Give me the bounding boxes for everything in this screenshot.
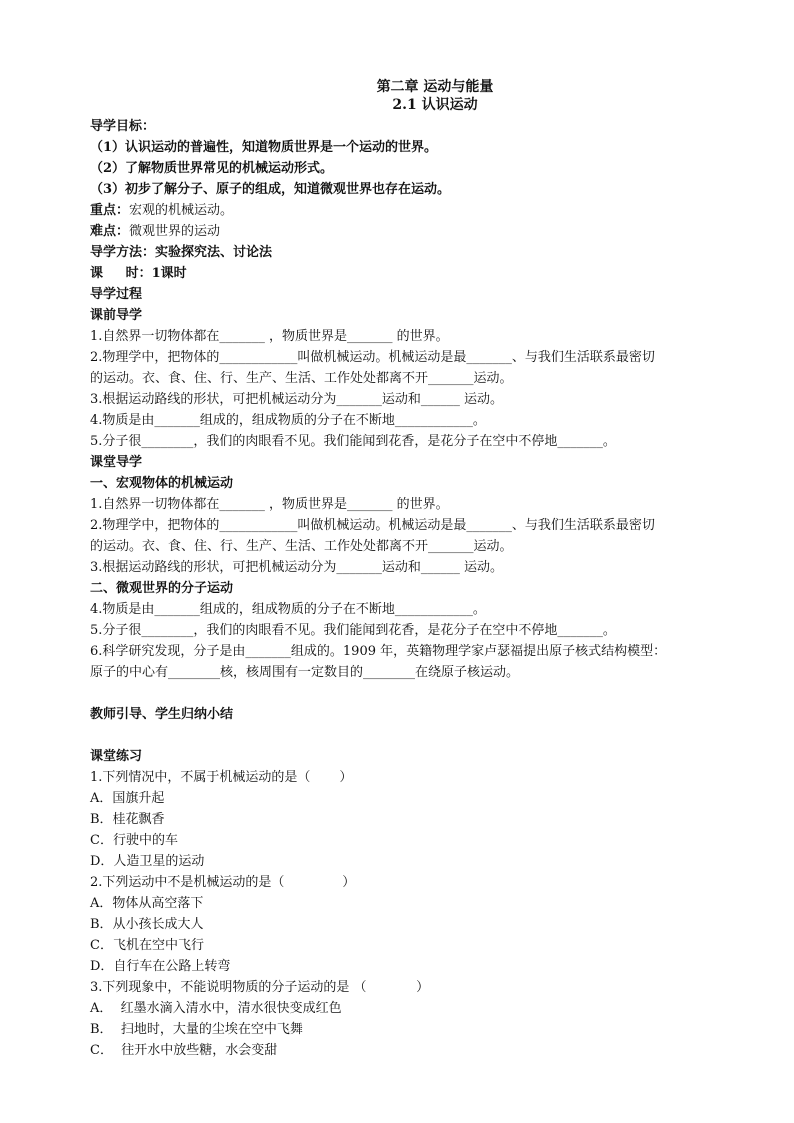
classroom-q1: 1.自然界一切物体都在_______ ，物质世界是_______ 的世界。 bbox=[90, 497, 449, 512]
goal-item-3: （3）初步了解分子、原子的组成，知道微观世界也存在运动。 bbox=[90, 182, 451, 197]
chapter-title: 第二章 运动与能量 bbox=[376, 79, 494, 95]
practice-q3-option-a: A． 红墨水滴入清水中，清水很快变成红色 bbox=[90, 1001, 342, 1016]
spacer bbox=[90, 725, 710, 746]
key-point-label: 重点： bbox=[90, 203, 130, 218]
practice-q2-option-a: A．物体从高空落下 bbox=[90, 896, 204, 911]
prelesson-q3: 3.根据运动路线的形状，可把机械运动分为_______运动和______ 运动。 bbox=[90, 392, 504, 407]
summary-title: 教师引导、学生归纳小结 bbox=[90, 707, 234, 722]
key-point-text: 宏观的机械运动。 bbox=[129, 203, 234, 218]
difficulty bbox=[90, 221, 710, 242]
goal-item-1: （1）认识运动的普遍性，知道物质世界是一个运动的世界。 bbox=[90, 140, 438, 155]
prelesson-q2-line2: 的运动。衣、食、住、行、生产、生活、工作处处都离不开_______运动。 bbox=[90, 371, 513, 386]
difficulty-text: 微观世界的运动 bbox=[129, 224, 221, 239]
process-title: 导学过程 bbox=[90, 287, 143, 302]
classroom-q6-line2: 原子的中心有________核，核周围有一定数目的________在绕原子核运动。 bbox=[90, 665, 520, 680]
practice-q2-option-d: D．自行车在公路上转弯 bbox=[90, 959, 231, 974]
prelesson-q5: 5.分子很________，我们的肉眼看不见。我们能闻到花香，是花分子在空中不停地_______。 bbox=[90, 434, 616, 449]
practice-q3: 3.下列现象中，不能说明物质的分子运动的是 （ ） bbox=[90, 980, 430, 995]
section-title: 2.1 认识运动 bbox=[392, 97, 478, 113]
practice-q2: 2.下列运动中不是机械运动的是（ ） bbox=[90, 875, 356, 890]
practice-q2-option-c: C．飞机在空中飞行 bbox=[90, 938, 204, 953]
classroom-q4: 4.物质是由_______组成的，组成物质的分子在不断地____________。 bbox=[90, 602, 486, 617]
classroom-q2-line1: 2.物理学中，把物体的____________叫做机械运动。机械运动是最_______、与我们生活联系最密切 bbox=[90, 518, 655, 533]
classroom-q6-line1: 6.科学研究发现，分子是由_______组成的。1909 年，英籍物理学家卢瑟福提出原子核式结构模型： bbox=[90, 644, 667, 659]
classroom-q3: 3.根据运动路线的形状，可把机械运动分为_______运动和______ 运动。 bbox=[90, 560, 504, 575]
practice-q1-option-b: B．桂花飘香 bbox=[90, 812, 165, 827]
difficulty-label: 难点： bbox=[90, 224, 130, 239]
practice-title: 课堂练习 bbox=[90, 749, 143, 764]
method-line: 导学方法：实验探究法、讨论法 bbox=[90, 245, 273, 260]
spacer bbox=[90, 683, 710, 704]
classroom-part2-title: 二、微观世界的分子运动 bbox=[90, 581, 234, 596]
document-page bbox=[90, 78, 710, 1061]
prelesson-q2-line1: 2.物理学中，把物体的____________叫做机械运动。机械运动是最_______、与我们生活联系最密切 bbox=[90, 350, 655, 365]
goal-item-2: （2）了解物质世界常见的机械运动形式。 bbox=[90, 161, 334, 176]
key-point bbox=[90, 200, 710, 221]
practice-q3-option-c: C． 往开水中放些糖，水会变甜 bbox=[90, 1043, 278, 1058]
goals-label: 导学目标： bbox=[90, 119, 156, 134]
prelesson-title: 课前导学 bbox=[90, 308, 143, 323]
classroom-part1-title: 一、宏观物体的机械运动 bbox=[90, 476, 234, 491]
classroom-title: 课堂导学 bbox=[90, 455, 143, 470]
practice-q1: 1.下列情况中，不属于机械运动的是（ ） bbox=[90, 770, 353, 785]
practice-q1-option-c: C．行驶中的车 bbox=[90, 833, 178, 848]
classroom-q5: 5.分子很________，我们的肉眼看不见。我们能闻到花香，是花分子在空中不停地_______。 bbox=[90, 623, 616, 638]
practice-q1-option-d: D．人造卫星的运动 bbox=[90, 854, 205, 869]
prelesson-q4: 4.物质是由_______组成的，组成物质的分子在不断地____________。 bbox=[90, 413, 486, 428]
practice-q1-option-a: A．国旗升起 bbox=[90, 791, 165, 806]
practice-q2-option-b: B．从小孩长成大人 bbox=[90, 917, 204, 932]
period-line: 课 时：1课时 bbox=[90, 266, 187, 281]
prelesson-q1: 1.自然界一切物体都在_______ ，物质世界是_______ 的世界。 bbox=[90, 329, 449, 344]
classroom-q2-line2: 的运动。衣、食、住、行、生产、生活、工作处处都离不开_______运动。 bbox=[90, 539, 513, 554]
practice-q3-option-b: B． 扫地时，大量的尘埃在空中飞舞 bbox=[90, 1022, 303, 1037]
